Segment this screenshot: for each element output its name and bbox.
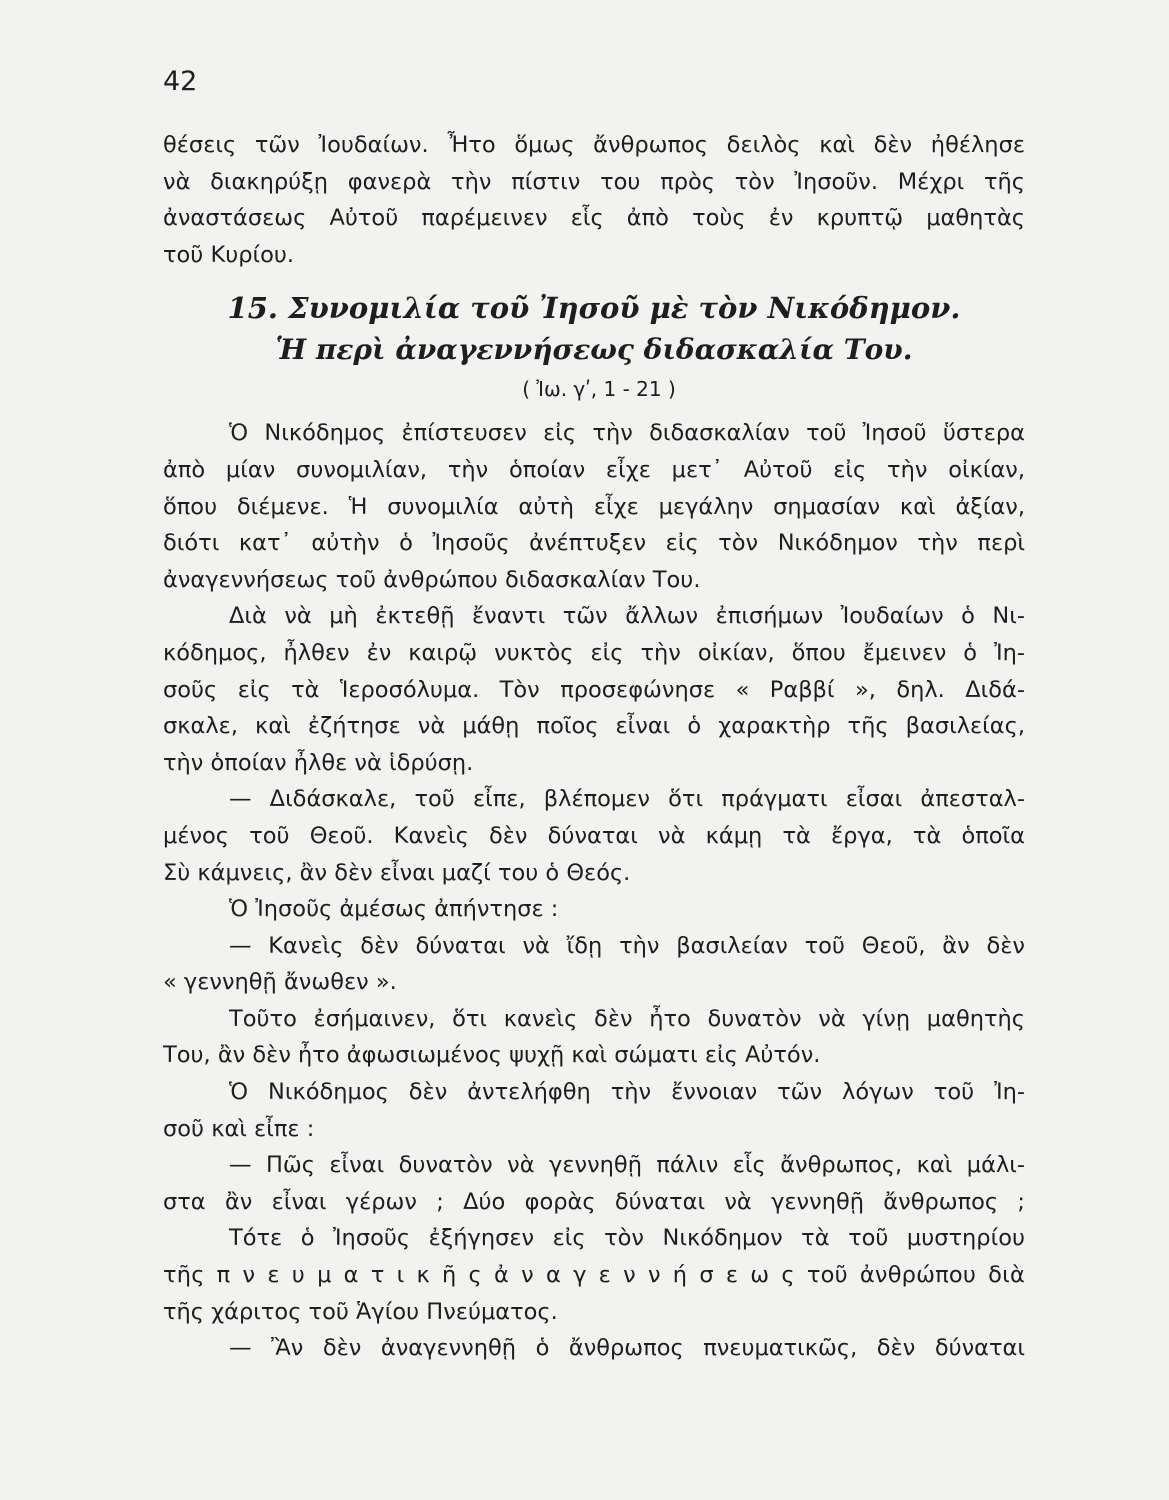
text-block — [163, 127, 1025, 1367]
body-line: σοῦς εἰς τὰ Ἱεροσόλυμα. Τὸν προσεφώνησε « Ραββί », δηλ. Διδά- — [163, 676, 1025, 703]
body-line: Ὁ Ἰησοῦς ἀμέσως ἀπήντησε : — [229, 896, 559, 923]
body-line: — Κανεὶς δὲν δύναται νὰ ἴδῃ τὴν βασιλείαν τοῦ Θεοῦ, ἂν δὲν — [229, 932, 1025, 959]
section-number: 15. — [227, 291, 278, 326]
intro-line: θέσεις τῶν Ἰουδαίων. Ἦτο ὅμως ἄνθρωπος δειλὸς καὶ δὲν ἠθέλησε — [163, 132, 1025, 158]
intro-line: ἀναστάσεως Αὐτοῦ παρέμεινεν εἷς ἀπὸ τοὺς ἐν κρυπτῷ μαθητὰς — [163, 205, 1025, 232]
intro-line: νὰ διακηρύξῃ φανερὰ τὴν πίστιν του πρὸς τὸν Ἰησοῦν. Μέχρι τῆς — [163, 168, 1025, 195]
body-line: ἀπὸ μίαν συνομιλίαν, τὴν ὁποίαν εἶχε μετ᾽ Αὐτοῦ εἰς τὴν οἰκίαν, — [163, 456, 1025, 483]
body-line: τῆς π ν ε υ μ α τ ι κ ῆ ς ἀ ν α γ ε ν ν ή σ ε ω ς τοῦ ἀνθρώπου διὰ — [163, 1262, 1025, 1289]
body-line: Ὁ Νικόδημος δὲν ἀντελήφθη τὴν ἔννοιαν τῶν λόγων τοῦ Ἰη- — [229, 1079, 1025, 1106]
scripture-reference: ( Ἰω. γʹ, 1 - 21 ) — [522, 377, 676, 402]
intro-line: τοῦ Κυρίου. — [163, 241, 295, 268]
body-line: ὅπου διέμενε. Ἡ συνομιλία αὐτὴ εἶχε μεγάλην σημασίαν καὶ ἀξίαν, — [163, 493, 1025, 520]
body-line: στα ἂν εἶναι γέρων ; Δύο φορὰς δύναται νὰ γεννηθῇ ἄνθρωπος ; — [163, 1188, 1025, 1215]
body-line: — Διδάσκαλε, τοῦ εἶπε, βλέπομεν ὅτι πράγματι εἶσαι ἀπεσταλ- — [229, 786, 1025, 813]
body-line: μένος τοῦ Θεοῦ. Κανεὶς δὲν δύναται νὰ κάμῃ τὰ ἔργα, τὰ ὁποῖα — [163, 822, 1025, 849]
body-line: Διὰ νὰ μὴ ἐκτεθῇ ἔναντι τῶν ἄλλων ἐπισήμων Ἰουδαίων ὁ Νι- — [229, 603, 1025, 630]
body-line: Ὁ Νικόδημος ἐπίστευσεν εἰς τὴν διδασκαλίαν τοῦ Ἰησοῦ ὕστερα — [229, 420, 1025, 447]
body-line: Του, ἂν δὲν ἦτο ἀφωσιωμένος ψυχῇ καὶ σώματι εἰς Αὐτόν. — [163, 1042, 821, 1069]
section-title-text: Συνομιλία τοῦ Ἰησοῦ μὲ τὸν Νικόδημον. — [288, 291, 961, 326]
section-title — [163, 287, 1025, 329]
body-line: σοῦ καὶ εἶπε : — [163, 1115, 315, 1142]
body-line: τῆς χάριτος τοῦ Ἁγίου Πνεύματος. — [163, 1298, 558, 1325]
body-line: Τοῦτο ἐσήμαινεν, ὅτι κανεὶς δὲν ἦτο δυνατὸν νὰ γίνῃ μαθητὴς — [229, 1005, 1025, 1032]
body-line: διότι κατ᾽ αὐτὴν ὁ Ἰησοῦς ἀνέπτυξεν εἰς τὸν Νικόδημον τὴν περὶ — [163, 530, 1025, 557]
section-subtitle: Ἡ περὶ ἀναγεννήσεως διδασκαλία Του. — [275, 333, 913, 367]
body-line: κόδημος, ἦλθεν ἐν καιρῷ νυκτὸς εἰς τὴν οἰκίαν, ὅπου ἔμεινεν ὁ Ἰη- — [163, 639, 1025, 666]
body-line: τὴν ὁποίαν ἦλθε νὰ ἱδρύσῃ. — [163, 749, 474, 776]
body-line: — Ἂν δὲν ἀναγεννηθῇ ὁ ἄνθρωπος πνευματικῶς, δὲν δύναται — [229, 1335, 1025, 1362]
page-number: 42 — [163, 66, 198, 97]
body-line: — Πῶς εἶναι δυνατὸν νὰ γεννηθῇ πάλιν εἷς ἄνθρωπος, καὶ μάλι- — [229, 1152, 1025, 1179]
body-line: ἀναγεννήσεως τοῦ ἀνθρώπου διδασκαλίαν Του. — [163, 566, 701, 593]
body-line: « γεννηθῇ ἄνωθεν ». — [163, 969, 397, 996]
body-line: σκαλε, καὶ ἐζήτησε νὰ μάθῃ ποῖος εἶναι ὁ χαρακτὴρ τῆς βασιλείας, — [163, 713, 1025, 740]
body-line: Τότε ὁ Ἰησοῦς ἐξήγησεν εἰς τὸν Νικόδημον τὰ τοῦ μυστηρίου — [229, 1225, 1025, 1252]
body-line: Σὺ κάμνεις, ἂν δὲν εἶναι μαζί του ὁ Θεός. — [163, 859, 631, 886]
